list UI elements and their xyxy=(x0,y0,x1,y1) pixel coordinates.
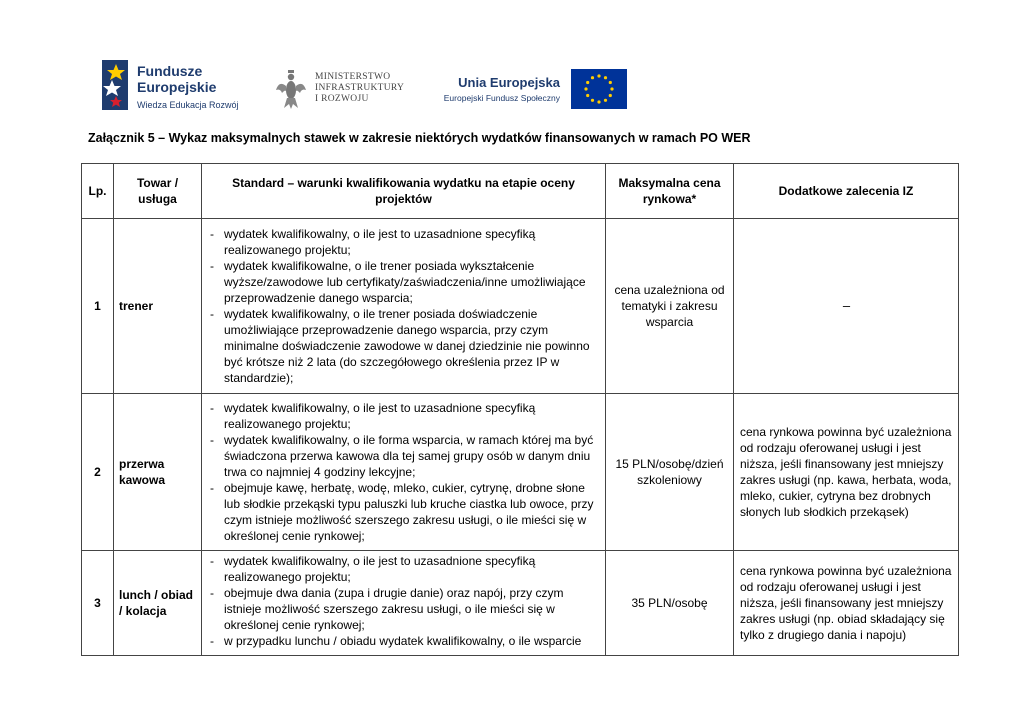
row-zalecenia: cena rynkowa powinna być uzależniona od rodzaju oferowanej usługi i jest niższa, jeśli finansowany jest mniejszy zakres usługi (np. obiad składający się tylko z drugiego dania i napoju) xyxy=(734,551,959,656)
standard-item: - obejmuje kawę, herbatę, wodę, mleko, cukier, cytrynę, drobne słone lub słodkie przekąski typu paluszki lub kruche ciastka lub owoce, przy czym istnieje możliwość szerszego zakresu usługi, o ile mieści się w określonej cenie rynkowej; xyxy=(207,480,600,544)
header-towar: Towar / usługa xyxy=(114,164,202,219)
header-zalecenia: Dodatkowe zalecenia IZ xyxy=(734,164,959,219)
ministry-line2: INFRASTRUKTURY xyxy=(315,83,405,93)
table-row xyxy=(82,551,959,656)
standard-item: - wydatek kwalifikowalny, o ile trener posiada doświadczenie umożliwiające przeprowadzenie danego wsparcia, przy czym minimalne doświadczenie zawodowe w danej dziedzinie nie powinno być krótsze niż 2 lata (do szczegółowego określenia przez IP w standardzie); xyxy=(207,306,600,386)
standard-item: - wydatek kwalifikowalny, o ile jest to uzasadnione specyfiką realizowanego projektu; xyxy=(207,553,600,585)
fundusze-europejskie-logo xyxy=(100,56,250,114)
row-standard xyxy=(202,551,606,656)
eu-logo-line1: Unia Europejska xyxy=(458,75,560,90)
header-lp: Lp. xyxy=(82,164,114,219)
row-lp: 2 xyxy=(82,394,114,551)
row-towar: trener xyxy=(114,219,202,394)
row-cena: cena uzależniona od tematyki i zakresu wsparcia xyxy=(606,219,734,394)
table-row xyxy=(82,394,959,551)
fe-logo-line2: Europejskie xyxy=(137,79,217,95)
fe-star-mark-icon xyxy=(100,58,130,112)
ministry-line1: MINISTERSTWO xyxy=(315,72,391,82)
white-eagle-emblem-icon xyxy=(275,68,307,110)
row-zalecenia: – xyxy=(734,219,959,394)
header-logos xyxy=(100,56,640,114)
standard-item: - wydatek kwalifikowalny, o ile forma wsparcia, w ramach której ma być świadczona przerwa kawowa dla tej samej grupy osób w danym dniu trwa co najmniej 4 godziny lekcyjne; xyxy=(207,432,600,480)
row-cena: 35 PLN/osobę xyxy=(606,551,734,656)
row-lp: 1 xyxy=(82,219,114,394)
row-towar: przerwa kawowa xyxy=(114,394,202,551)
standard-item: - wydatek kwalifikowalne, o ile trener posiada wykształcenie wyższe/zawodowe lub certyfikaty/zaświadczenia/inne umożliwiające przeprowadzenie danego wsparcia; xyxy=(207,258,600,306)
eu-flag-icon xyxy=(571,69,627,109)
unia-europejska-logo xyxy=(442,69,637,113)
table-row xyxy=(82,219,959,394)
fe-logo-subtitle: Wiedza Edukacja Rozwój xyxy=(137,100,239,110)
row-zalecenia: cena rynkowa powinna być uzależniona od rodzaju oferowanej usługi i jest niższa, jeśli finansowany jest mniejszy zakres usługi (np. kawa, herbata, woda, mleko, cukier, cytryna bez drobnych słonych lub słodkich przekąsek) xyxy=(734,394,959,551)
row-lp: 3 xyxy=(82,551,114,656)
header-cena: Maksymalna cena rynkowa* xyxy=(606,164,734,219)
standard-item: - wydatek kwalifikowalny, o ile jest to uzasadnione specyfiką realizowanego projektu; xyxy=(207,400,600,432)
document-heading: Załącznik 5 – Wykaz maksymalnych stawek w zakresie niektórych wydatków finansowanych w ramach PO WER xyxy=(88,131,751,145)
eu-logo-line2: Europejski Fundusz Społeczny xyxy=(443,93,560,103)
standard-item: - wydatek kwalifikowalny, o ile jest to uzasadnione specyfiką realizowanego projektu; xyxy=(207,226,600,258)
header-standard: Standard – warunki kwalifikowania wydatku na etapie oceny projektów xyxy=(202,164,606,219)
row-towar: lunch / obiad / kolacja xyxy=(114,551,202,656)
row-standard xyxy=(202,394,606,551)
standard-item: - w przypadku lunchu / obiadu wydatek kwalifikowalny, o ile wsparcie xyxy=(207,633,600,649)
fe-logo-line1: Fundusze xyxy=(137,63,203,79)
row-cena: 15 PLN/osobę/dzień szkoleniowy xyxy=(606,394,734,551)
row-standard xyxy=(202,219,606,394)
rates-table xyxy=(81,163,959,656)
table-header-row xyxy=(82,164,959,219)
standard-item: - obejmuje dwa dania (zupa i drugie danie) oraz napój, przy czym istnieje możliwość szerszego zakresu usługi, o ile mieści się w określonej cenie rynkowej; xyxy=(207,585,600,633)
ministry-line3: I ROZWOJU xyxy=(315,94,369,104)
ministry-logo xyxy=(275,68,415,112)
